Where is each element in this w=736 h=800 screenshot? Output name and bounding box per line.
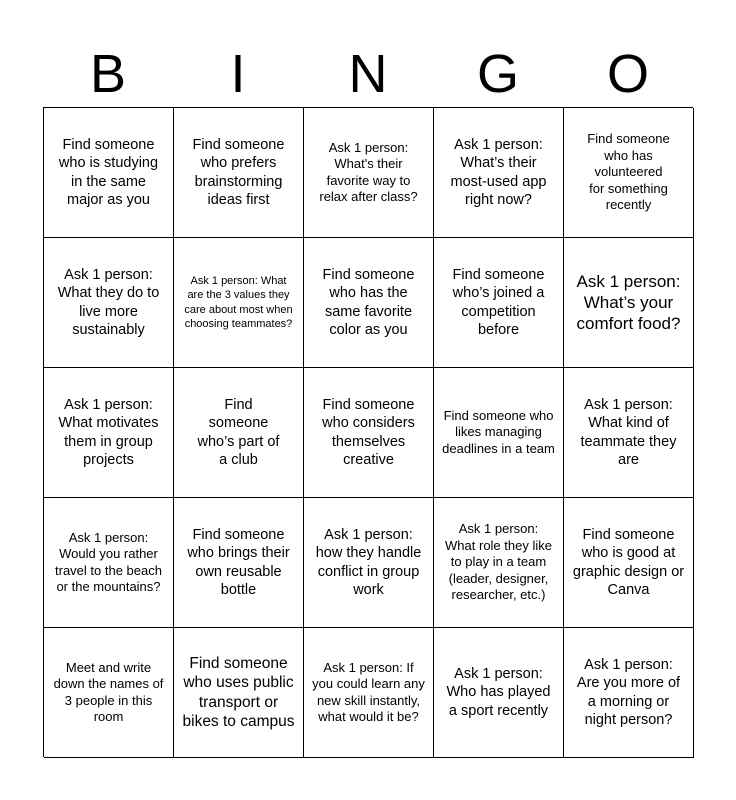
cell-text: Ask 1 person: What motivates them in group projects — [58, 396, 159, 468]
cell-text: Find someone who prefers brainstorming ideas first — [192, 136, 285, 208]
bingo-cell-r1c1[interactable] — [44, 108, 174, 238]
bingo-cell-r4c2[interactable] — [174, 498, 304, 628]
cell-text: Find someone who likes managing deadlines in a team — [442, 407, 555, 456]
bingo-cell-r5c1[interactable] — [44, 628, 174, 758]
bingo-cell-r5c4[interactable] — [434, 628, 564, 758]
bingo-cell-r3c2[interactable] — [174, 368, 304, 498]
cell-text: Find someone who is studying in the same major as you — [58, 136, 159, 208]
cell-text: Find someone who considers themselves creative — [322, 396, 415, 468]
cell-text: Find someone who has the same favorite color as you — [322, 266, 415, 338]
cell-text: Ask 1 person: how they handle conflict in group work — [315, 526, 422, 598]
bingo-cell-r5c3[interactable] — [304, 628, 434, 758]
bingo-cell-r4c5[interactable] — [564, 498, 694, 628]
bingo-cell-r2c5[interactable] — [564, 238, 694, 368]
bingo-cell-r4c3[interactable] — [304, 498, 434, 628]
bingo-cell-r3c1[interactable] — [44, 368, 174, 498]
cell-text: Find someone who has volunteered for something recently — [587, 131, 670, 213]
bingo-cell-r1c3[interactable] — [304, 108, 434, 238]
cell-text: Ask 1 person: Would you rather travel to the beach or the mountains? — [55, 529, 162, 594]
cell-text: Ask 1 person: Who has played a sport recently — [446, 665, 551, 719]
bingo-cell-r3c4[interactable] — [434, 368, 564, 498]
bingo-header — [43, 42, 693, 106]
bingo-cell-r1c5[interactable] — [564, 108, 694, 238]
cell-text: Ask 1 person: What’s their most-used app right now? — [450, 136, 547, 208]
bingo-cell-r5c5[interactable] — [564, 628, 694, 758]
cell-text: Find someone who’s joined a competition before — [452, 266, 545, 338]
cell-text: Ask 1 person: What they do to live more sustainably — [57, 266, 160, 338]
bingo-cell-r4c1[interactable] — [44, 498, 174, 628]
cell-text: Find someone who’s part of a club — [197, 396, 280, 468]
header-letter-o: O — [606, 44, 649, 104]
header-letter-i: I — [230, 44, 246, 104]
bingo-cell-r1c4[interactable] — [434, 108, 564, 238]
bingo-cell-r3c5[interactable] — [564, 368, 694, 498]
bingo-cell-r4c4[interactable] — [434, 498, 564, 628]
bingo-cell-r2c3[interactable] — [304, 238, 434, 368]
cell-text: Ask 1 person: Are you more of a morning or night person? — [576, 656, 681, 728]
cell-text: Find someone who uses public transport or bikes to campus — [182, 654, 295, 730]
header-letter-n: N — [348, 44, 388, 104]
bingo-cell-r3c3[interactable] — [304, 368, 434, 498]
cell-text: Ask 1 person: What are the 3 values they care about most when choosing teammates? — [184, 274, 293, 330]
bingo-cell-r2c1[interactable] — [44, 238, 174, 368]
bingo-cell-r2c4[interactable] — [434, 238, 564, 368]
bingo-cell-r5c2[interactable] — [174, 628, 304, 758]
header-letter-g: G — [476, 44, 519, 104]
cell-text: Ask 1 person: What kind of teammate they are — [580, 396, 677, 468]
bingo-cell-r2c2[interactable] — [174, 238, 304, 368]
header-letter-b: B — [89, 44, 127, 104]
cell-text: Ask 1 person: What's their favorite way to relax after class? — [319, 139, 418, 204]
bingo-cell-r1c2[interactable] — [174, 108, 304, 238]
bingo-grid — [43, 107, 693, 757]
cell-text: Ask 1 person: What’s your comfort food? — [576, 272, 681, 333]
cell-text: Ask 1 person: What role they like to play in a team (leader, designer, researcher, etc.) — [445, 521, 552, 603]
cell-text: Find someone who brings their own reusable bottle — [187, 526, 290, 598]
cell-text: Find someone who is good at graphic design or Canva — [572, 526, 685, 598]
cell-text: Meet and write down the names of 3 people in this room — [53, 659, 164, 724]
cell-text: Ask 1 person: If you could learn any new skill instantly, what would it be? — [312, 659, 425, 724]
